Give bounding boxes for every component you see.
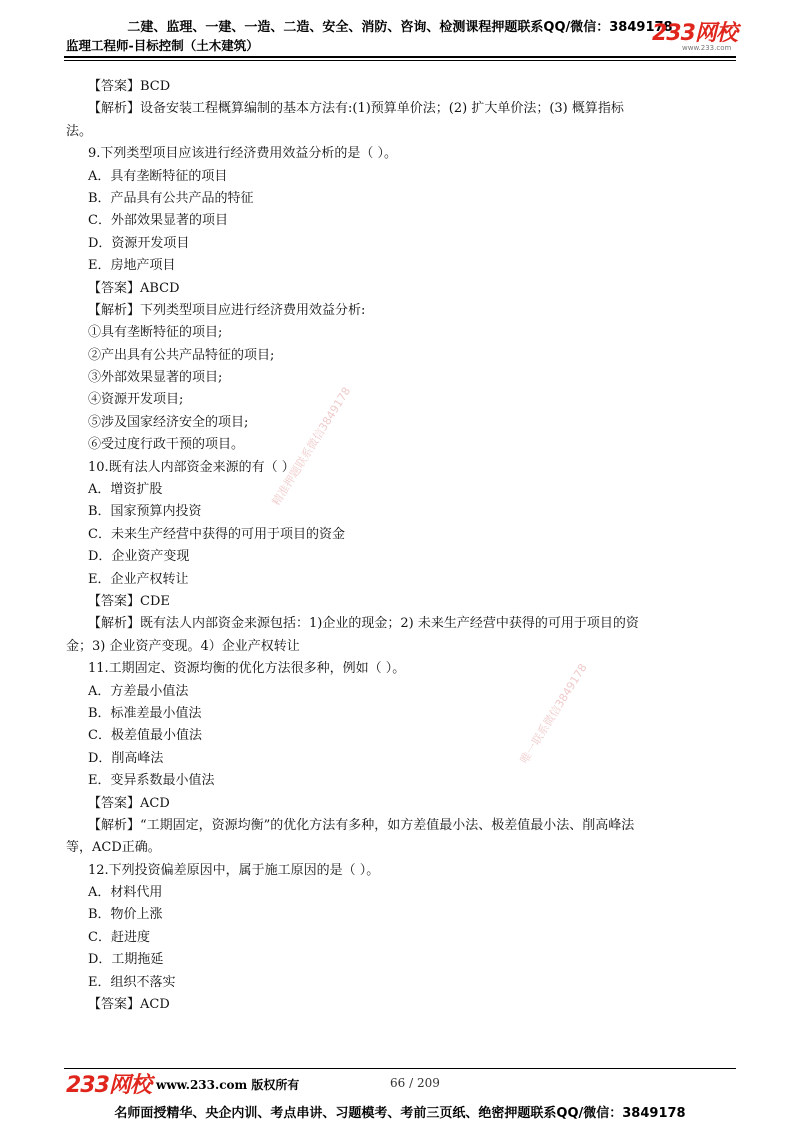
brand-logo: [652, 22, 737, 50]
option-item: E．房地产项目: [88, 258, 176, 274]
answer-line: 【答案】CDE: [88, 593, 170, 609]
option-item: C．外部效果显著的项目: [88, 213, 228, 229]
option-item: D．工期拖延: [88, 952, 164, 968]
brand-logo-text: 233网校: [652, 21, 737, 46]
option-item: C．未来生产经营中获得的可用于项目的资金: [88, 526, 345, 542]
header-ad: 二建、监理、一建、一造、二造、安全、消防、咨询、检测课程押题联系QQ/微信：3849178: [127, 20, 673, 35]
option-item: C．赶进度: [88, 929, 150, 945]
analysis-point: ③外部效果显著的项目;: [88, 370, 223, 386]
document-body: [66, 76, 736, 1016]
analysis-line: 【解析】设备安装工程概算编制的基本方法有:(1)预算单价法；(2) 扩大单价法；(3) 概算指标: [88, 101, 624, 117]
option-item: A．方差最小值法: [88, 683, 189, 699]
option-item: D．削高峰法: [88, 750, 164, 766]
document-subtitle: 监理工程师-目标控制（土木建筑）: [66, 38, 259, 53]
option-item: A．具有垄断特征的项目: [88, 168, 228, 184]
analysis-continuation: 等，ACD正确。: [66, 840, 161, 856]
footer-site: www.233.com 版权所有: [156, 1078, 300, 1092]
answer-line: 【答案】ACD: [88, 795, 170, 811]
question-stem: 12.下列投资偏差原因中，属于施工原因的是（ ）。: [88, 862, 380, 878]
option-item: D．企业资产变现: [88, 549, 190, 565]
question-stem: 9.下列类型项目应该进行经济费用效益分析的是（ ）。: [88, 146, 398, 162]
option-item: B．国家预算内投资: [88, 504, 202, 520]
analysis-line: 【解析】“工期固定，资源均衡”的优化方法有多种，如方差值最小法、极差值最小法、削高峰法: [88, 817, 635, 833]
analysis-point: ⑥受过度行政干预的项目。: [88, 437, 245, 453]
analysis-point: ⑤涉及国家经济安全的项目;: [88, 414, 249, 430]
analysis-point: ②产出具有公共产品特征的项目;: [88, 347, 275, 363]
answer-line: 【答案】BCD: [88, 79, 171, 94]
option-item: D．资源开发项目: [88, 235, 190, 251]
footer-ad: 名师面授精华、央企内训、考点串讲、习题模考、考前三页纸、绝密押题联系QQ/微信：3849178: [114, 1106, 686, 1121]
analysis-line: 【解析】既有法人内部资金来源包括：1)企业的现金；2) 未来生产经营中获得的可用于项目的资: [88, 616, 639, 632]
option-item: B．产品具有公共产品的特征: [88, 190, 254, 206]
page-number: 66 / 209: [390, 1076, 440, 1090]
answer-line: 【答案】ABCD: [88, 280, 180, 296]
option-item: E．变异系数最小值法: [88, 773, 215, 789]
brand-logo-url: www.233.com: [682, 44, 732, 52]
header-rule: [64, 56, 736, 58]
option-item: E．组织不落实: [88, 974, 176, 990]
footer-logo: 233网校: [66, 1073, 151, 1098]
option-item: B．物价上涨: [88, 907, 163, 923]
watermark: 唯一联系微信3849178: [517, 661, 590, 766]
header-rule-thin: [64, 60, 736, 61]
option-item: B．标准差最小值法: [88, 705, 202, 721]
option-item: C．极差值最小值法: [88, 728, 202, 744]
analysis-point: ④资源开发项目;: [88, 392, 184, 408]
analysis-point: ①具有垄断特征的项目;: [88, 325, 223, 341]
analysis-continuation: 金；3) 企业资产变现。4）企业产权转让: [66, 638, 300, 654]
footer-rule: [64, 1068, 736, 1069]
watermark: 精准押题联系微信3849178: [269, 384, 354, 508]
answer-line: 【答案】ACD: [88, 997, 170, 1013]
question-stem: 11.工期固定、资源均衡的优化方法很多种，例如（ ）。: [88, 661, 406, 677]
option-item: E．企业产权转让: [88, 571, 189, 587]
analysis-continuation: 法。: [66, 123, 93, 139]
option-item: A．增资扩股: [88, 482, 163, 498]
option-item: A．材料代用: [88, 885, 163, 901]
question-stem: 10.既有法人内部资金来源的有（ ）: [88, 459, 295, 475]
analysis-line: 【解析】下列类型项目应进行经济费用效益分析:: [88, 302, 366, 318]
